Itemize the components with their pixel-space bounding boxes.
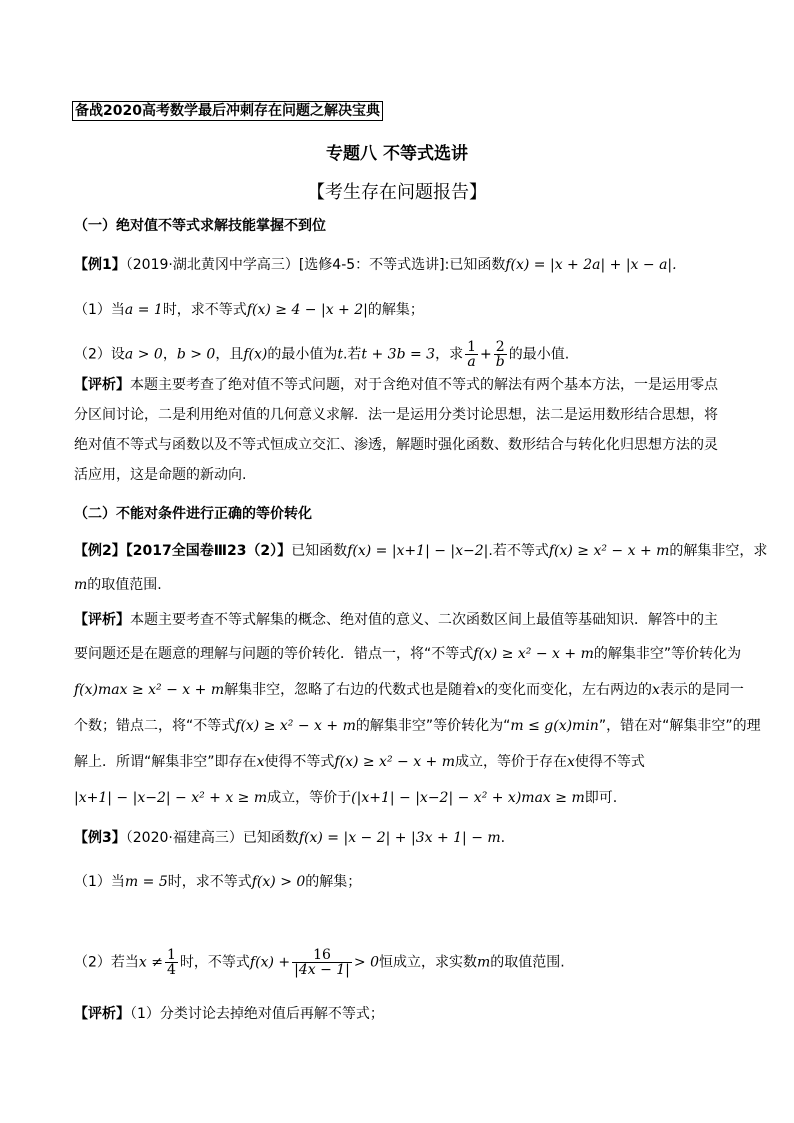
q2-fraction-2 xyxy=(494,340,507,369)
q2-prefix: （2）设 xyxy=(74,346,125,363)
q2-mid1: ，且 xyxy=(215,346,244,363)
q1-prefix: （1）当 xyxy=(74,874,125,890)
q2-greater-than: > 0 xyxy=(353,954,379,971)
analysis-line-5-formula: f(x) ≥ x² − x + m xyxy=(334,754,455,770)
q2-mid4: ，求 xyxy=(435,346,464,363)
analysis-line-6-mid: 成立，等价于 xyxy=(267,790,352,806)
example-3-question-2 xyxy=(74,948,722,977)
analysis-line-5-mid2: 成立，等价于存在 xyxy=(455,754,567,770)
q2-eq: t + 3b = 3 xyxy=(361,346,436,363)
example-3-analysis xyxy=(74,1004,722,1024)
analysis-line-2-suffix: 的解集非空”等价转化为 xyxy=(593,646,742,662)
q1-condition: a = 1 xyxy=(124,302,163,318)
example-1-label: 【例1】 xyxy=(74,257,126,273)
analysis-line-4-prefix: 个数；错点二，将“不等式 xyxy=(74,718,236,734)
example-2-source: 【2017全国卷Ⅲ23（2）】 xyxy=(125,543,292,559)
topic-title: 专题八 不等式选讲 xyxy=(326,144,468,164)
analysis-line-3-post: 的变化而变化，左右两边的 xyxy=(484,682,652,698)
example-2-statement-line-2 xyxy=(74,575,722,595)
analysis-text: 本题主要考查了绝对值不等式问题，对于含绝对值不等式的解法有两个基本方法，一是运用零点分区间讨论，二是利用绝对值的几何意义求解．法一是运用分类讨论思想，法二是运用数形结合思想，将绝对值不等式与函数以及不等式恒成立交汇、渗透，解题时强化函数、数形结合与转化化归思想方法的灵活应用，这是命题的新动向. xyxy=(74,377,718,483)
example-2-formula: f(x) = |x+1| − |x−2| xyxy=(347,543,489,559)
analysis-line-5-suffix: 使得不等式 xyxy=(574,754,645,770)
q2-fraction-quarter xyxy=(165,948,178,977)
analysis-line-3-x: x xyxy=(476,682,484,698)
q1-middle: 时，求不等式 xyxy=(167,874,252,890)
example-3-suffix: . xyxy=(500,830,506,846)
analysis-line-4-formula: f(x) ≥ x² − x + m xyxy=(235,718,356,734)
example-2-label: 【例2】 xyxy=(74,543,126,559)
q2-var-m: m xyxy=(476,954,491,971)
q2-mid2: 的最小值为 xyxy=(267,346,338,363)
q2-prefix: （2）若当 xyxy=(74,954,139,971)
analysis-text: （1）分类讨论去掉绝对值后再解不等式； xyxy=(130,1006,384,1022)
fraction-numerator: 2 xyxy=(494,340,507,355)
q2-plus: + xyxy=(480,346,492,363)
example-2-inequality: f(x) ≥ x² − x + m xyxy=(548,543,670,559)
q2-mid3: .若 xyxy=(342,346,362,363)
example-2-analysis-line-3 xyxy=(74,680,744,700)
example-1-question-2 xyxy=(74,340,722,369)
example-3-question-1 xyxy=(74,872,722,892)
example-2-analysis-line-6 xyxy=(74,788,722,808)
analysis-label: 【评析】 xyxy=(74,612,130,628)
fraction-denominator: b xyxy=(495,354,505,370)
q1-suffix: 的解集； xyxy=(305,874,362,890)
example-1-analysis xyxy=(74,370,722,490)
analysis-line-4-suffix: ”，错在对“解集非空”的理 xyxy=(598,718,761,734)
q2-sep: ， xyxy=(162,346,177,363)
analysis-line-4-mid: 的解集非空”等价转化为“ xyxy=(355,718,511,734)
q2-f: f(x) + xyxy=(249,954,291,971)
example-2-statement xyxy=(74,541,768,561)
example-1-text: （2019·湖北黄冈中学高三）[选修4-5：不等式选讲]:已知函数 xyxy=(125,257,506,273)
q2-t: t xyxy=(337,346,343,363)
example-3-label: 【例3】 xyxy=(74,830,126,846)
q2-suffix: 恒成立，求实数 xyxy=(378,954,477,971)
series-banner: 备战2020高考数学最后冲刺存在问题之解决宝典 xyxy=(72,101,383,121)
analysis-line-2-formula: f(x) ≥ x² − x + m xyxy=(473,646,594,662)
analysis-line-2-prefix: 要问题还是在题意的理解与问题的等价转化．错点一，将“不等式 xyxy=(74,646,474,662)
analysis-line-3-x2: x xyxy=(652,682,660,698)
q2-suffix: 的最小值. xyxy=(508,346,570,363)
analysis-line-5-x2: x xyxy=(567,754,575,770)
example-2-mid: .若不等式 xyxy=(488,543,549,559)
q2-fraction-16 xyxy=(292,948,352,977)
fraction-denominator: a xyxy=(467,354,476,370)
analysis-line-3-formula: f(x)max ≥ x² − x + m xyxy=(74,682,225,698)
analysis-line-6-formula-2: (|x+1| − |x−2| − x² + x)max ≥ m xyxy=(351,790,585,806)
q1-formula: f(x) ≥ 4 − |x + 2| xyxy=(246,302,368,318)
fraction-numerator: 1 xyxy=(467,339,477,355)
q1-middle: 时，求不等式 xyxy=(162,302,247,318)
analysis-line-4-formula-2: m ≤ g(x)min xyxy=(510,718,599,734)
example-1-statement xyxy=(74,255,722,275)
analysis-line-5-mid: 使得不等式 xyxy=(264,754,335,770)
fraction-numerator: 16 xyxy=(292,948,352,963)
example-3-statement xyxy=(74,828,722,848)
q2-f: f(x) xyxy=(243,346,268,363)
example-2-suffix: 的解集非空，求 xyxy=(669,543,768,559)
section-2-heading: （二）不能对条件进行正确的等价转化 xyxy=(74,506,312,522)
q2-end: 的取值范围. xyxy=(490,954,565,971)
q1-suffix: 的解集； xyxy=(367,302,424,318)
analysis-line-6-suffix: 即可. xyxy=(584,790,618,806)
q2-fraction-1 xyxy=(465,340,478,369)
section-1-heading: （一）绝对值不等式求解技能掌握不到位 xyxy=(74,218,326,234)
example-3-formula: f(x) = |x − 2| + |3x + 1| − m xyxy=(298,830,501,846)
analysis-line-3-mid: 解集非空，忽略了右边的代数式也是随着 xyxy=(224,682,477,698)
example-2-var-m: m xyxy=(74,577,88,593)
example-2-analysis-line-1 xyxy=(74,610,722,630)
example-2-line2: 的取值范围. xyxy=(87,577,162,593)
report-heading: 【考生存在问题报告】 xyxy=(307,182,487,203)
analysis-line-1: 本题主要考查不等式解集的概念、绝对值的意义、二次函数区间上最值等基础知识．解答中的主 xyxy=(130,612,718,628)
q1-formula: f(x) > 0 xyxy=(251,874,306,890)
q2-middle: 时，不等式 xyxy=(179,954,250,971)
q2-condition: x ≠ xyxy=(138,954,163,971)
analysis-line-3-end: 表示的是同一 xyxy=(659,682,744,698)
q2-b: b > 0 xyxy=(176,346,216,363)
analysis-label: 【评析】 xyxy=(74,1006,130,1022)
fraction-denominator: 4 xyxy=(167,962,176,978)
analysis-line-5-x: x xyxy=(256,754,265,770)
analysis-line-5-prefix: 解上．所谓“解集非空”即存在 xyxy=(74,754,257,770)
fraction-numerator: 1 xyxy=(167,947,176,963)
example-2-text: 已知函数 xyxy=(291,543,348,559)
example-3-text: （2020·福建高三）已知函数 xyxy=(125,830,299,846)
q1-prefix: （1）当 xyxy=(74,302,125,318)
example-1-question-1 xyxy=(74,300,722,320)
example-2-analysis-line-4 xyxy=(74,716,761,736)
q2-a: a > 0 xyxy=(124,346,163,363)
example-2-analysis-line-2 xyxy=(74,644,742,664)
analysis-line-6-formula: |x+1| − |x−2| − x² + x ≥ m xyxy=(74,790,268,806)
fraction-denominator: |4x − 1| xyxy=(294,962,350,978)
example-2-analysis-line-5 xyxy=(74,752,722,772)
analysis-label: 【评析】 xyxy=(74,377,130,393)
example-1-formula: f(x) = |x + 2a| + |x − a|. xyxy=(505,257,677,273)
q1-condition: m = 5 xyxy=(124,874,168,890)
